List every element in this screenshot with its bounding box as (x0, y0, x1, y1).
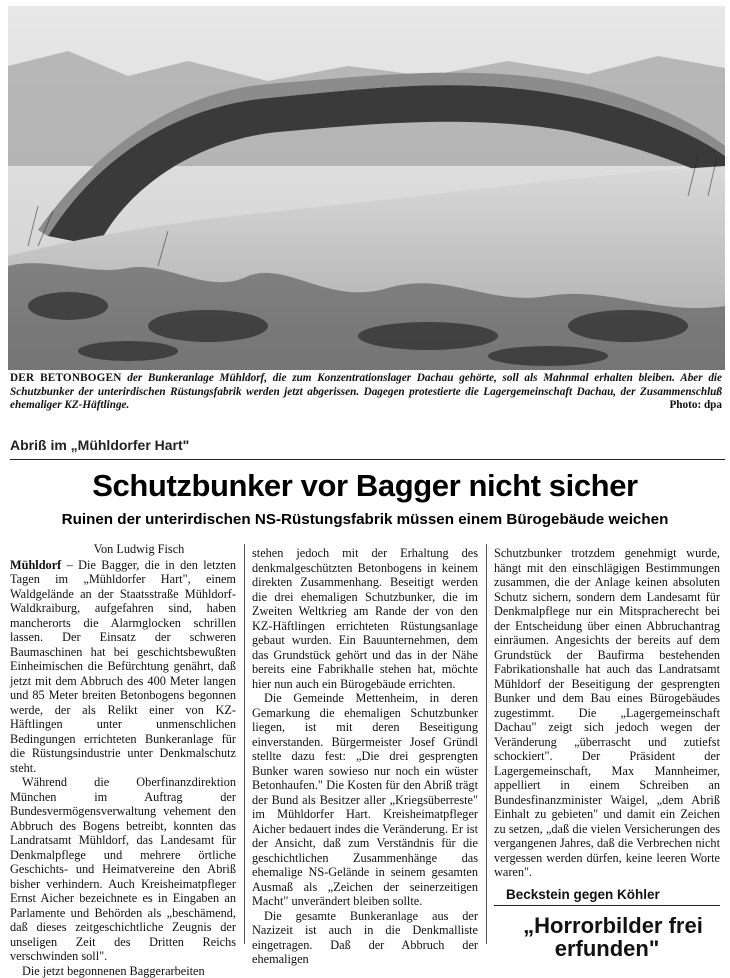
sidebar-kicker: Beckstein gegen Köhler (494, 888, 720, 907)
article-headline: Schutzbunker vor Bagger nicht sicher (0, 468, 730, 504)
paragraph: Die Gemeinde Mettenheim, in deren Gemarkung die ehemaligen Schutzbunker liegen, ist mit deren Beseitigung einverstanden. Bürgermeister Josef Gründl stellte dazu fest: „Die drei gesprengten Bunker waren sowieso nur noch ein wüster Betonhaufen." Die Kosten für den Abriß trägt der Bund als Besitzer aller „Kriegsüberreste" im Mühldorfer Hart. Kreisheimatpfleger Aicher bedauert indes die Veränderung. Er ist der Ansicht, daß zum Verständnis für die geschichtlichen Zusammenhänge das ehemalige NS-Gelände in seinem gesamten Ausmaß als „Zeichen der seinerzeitigen Macht" unverändert bleiben sollte. (252, 691, 478, 909)
article-kicker: Abriß im „Mühldorfer Hart" (10, 437, 189, 453)
paragraph: stehen jedoch mit der Erhaltung des denkmalgeschützten Betonbogens in keinem direkten Zusammenhang. Beseitigt werden die drei ehemaligen Schutzbunker, die im Zweiten Weltkrieg am Rande der von den KZ-Häftlingen errichteten Rüstungsanlage gebaut wurden. Ein Bauunternehmen, dem das Grundstück gehört und das in der Nähe bereits eine Fabrikhalle stehen hat, möchte hier nun auch ein Bürogebäude errichten. (252, 546, 478, 691)
photo-credit: Photo: dpa (669, 399, 722, 413)
kicker-divider (10, 459, 725, 460)
photo-betonbogen (8, 6, 725, 370)
paragraph: Die jetzt begonnenen Baggerarbeiten (10, 964, 236, 978)
caption-body: der Bunkeranlage Mühldorf, die zum Konzentrationslager Dachau gehörte, soll als Mahnmal erhalten bleiben. Aber die Schutzbunker der unterirdischen Rüstungsfabrik werden jetzt abgerissen. Dagegen protestierte die Lagergemeinschaft Dachau, der Zusammenschluß ehemaliger KZ-Häftlinge. (10, 372, 722, 411)
article-column-1 (10, 542, 236, 978)
paragraph-text: – Die Bagger, die in den letzten Tagen im „Mühldorfer Hart", einem Waldgelände an der Staatsstraße Mühldorf-Waldkraiburg, aufgefahren sind, haben mancherorts die Alarmglocken schrillen lassen. Der Einsatz der schweren Baumaschinen hat bei geschichtsbewußten Einheimischen die Befürchtung genährt, daß jetzt mit dem Abbruch des 400 Meter langen und 85 Meter breiten Betonbogens begonnen werde, der als Relikt einer von KZ-Häftlingen unter unmenschlichen Bedingungen errichteten Bunkeranlage für die Rüstungsindustrie unter Denkmalschutz steht. (10, 558, 236, 775)
paragraph: Schutzbunker trotzdem genehmigt wurde, hängt mit den einschlägigen Bestimmungen zusammen, die der Anlage keinen absoluten Schutz sichern, sondern dem Landesamt für Denkmalpflege nur ein Mitspracherecht bei der Entscheidung über einen Abbruchantrag einräumen. Angesichts der bereits auf dem Grundstück der Baufirma bestehenden Fabrikationshalle hat auch das Landratsamt Mühldorf der Beseitigung der gesprengten Bunker und dem Bau eines Bürogebäudes zugestimmt. Die „Lagergemeinschaft Dachau" zeigt sich jedoch wegen der Veränderung „überrascht und zutiefst schockiert". Der Präsident der Lagergemeinschaft, Max Mannheimer, appelliert in einem Schreiben an Bundesfinanzminister Waigel, „dem Abriß Einhalt zu gebieten" und damit ein Zeichen zu setzen, „daß die vielen Versicherungen des vergangenen Jahres, daß die Verbrechen nicht vergessen werden dürfen, keine leeren Worte waren". (494, 546, 720, 880)
paragraph (10, 558, 236, 776)
sidebar-headline: „Horrorbilder frei erfunden" (494, 914, 720, 960)
column-divider (244, 544, 245, 944)
column-divider (486, 544, 487, 944)
photo-caption (10, 372, 722, 413)
article-column-3 (494, 546, 720, 960)
paragraph: Während die Oberfinanzdirektion München im Auftrag der Bundesvermögensverwaltung vehement den Abbruch des Bogens betreibt, konnten das Landratsamt Mühldorf, das Landesamt für Denkmalpflege und mehrere örtliche Geschichts- und Heimatvereine den Abriß bisher verhindern. Auch Kreisheimatpfleger Ernst Aicher bezeichnete es in Eingaben an Parlamente und Behörden als „beschämend, daß dieses zeitgeschichtliche Zeugnis der unseligen Zeit des Dritten Reichs verschwinden soll". (10, 775, 236, 964)
dateline: Mühldorf (10, 558, 61, 572)
paragraph: Die gesamte Bunkeranlage aus der Nazizeit ist auch in die Denkmalliste eingetragen. Daß der Abbruch der ehemaligen (252, 909, 478, 967)
caption-lead: DER BETONBOGEN (10, 372, 122, 384)
byline: Von Ludwig Fisch (10, 542, 236, 557)
article-subhead: Ruinen der unterirdischen NS-Rüstungsfabrik müssen einem Bürogebäude weichen (0, 511, 730, 528)
article-column-2 (252, 546, 478, 967)
photo-icon (8, 6, 725, 370)
